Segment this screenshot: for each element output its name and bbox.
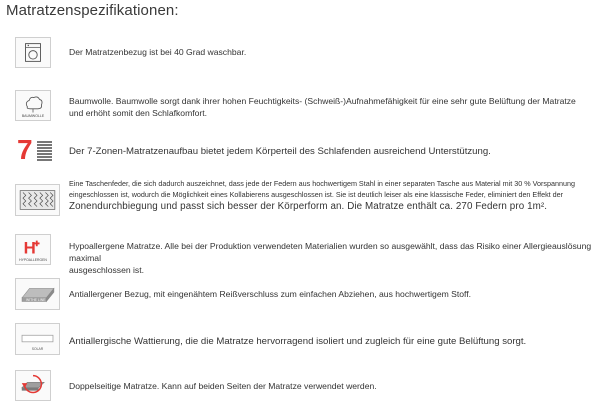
spec-text-line: Eine Taschenfeder, die sich dadurch auszeichnet, dass jede der Federn aus hochwertigem Stahl in einer separaten Tasche aus Material mit 30 % Vorspannung	[69, 179, 575, 188]
pocket-spring-icon	[15, 184, 60, 216]
spec-text-line: eingeschlossen ist, wodurch die Möglichkeit eines Kollabierens ausgeschlossen ist. Sie ist deutlich leiser als eine klassische Feder, eliminiert den Effekt der	[69, 189, 564, 199]
seven-zones-label: 7	[17, 134, 33, 165]
spec-text: Antiallergische Wattierung, die die Matratze hervorragend isoliert und zugleich für eine gute Belüftung sorgt.	[69, 336, 527, 347]
washing-machine-icon	[15, 37, 51, 68]
spec-text: Der 7-Zonen-Matratzenaufbau bietet jedem Körperteil des Schlafenden ausreichend Unterstützung.	[69, 146, 491, 157]
zone-bars	[37, 141, 52, 163]
antiallergic-cover-icon-label: WITHE LINE	[26, 298, 46, 302]
hypoallergenic-icon	[15, 234, 51, 265]
spec-text: Doppelseitige Matratze. Kann auf beiden Seiten der Matratze verwendet werden.	[69, 381, 377, 391]
spec-text: Der Matratzenbezug ist bei 40 Grad waschbar.	[69, 47, 247, 57]
page-title: Matratzenspezifikationen:	[6, 2, 179, 19]
hypoallergenic-icon-label: HYPOALLERGEN	[19, 258, 47, 262]
spec-text-line: und erhöht somit den Schlafkomfort.	[69, 108, 208, 118]
spec-text: Antiallergener Bezug, mit eingenähtem Reißverschluss zum einfachen Abziehen, aus hochwertigem Stoff.	[69, 289, 472, 299]
spec-text	[69, 95, 576, 119]
svg-text:H: H	[23, 238, 36, 258]
cotton-icon-label: BAUMWOLLE	[21, 114, 45, 118]
spec-text-line: ausgeschlossen ist.	[69, 265, 144, 275]
wadding-icon-label: SOLAR	[31, 347, 44, 351]
seven-zones-icon	[17, 134, 53, 165]
spec-text-line: Zonendurchbiegung und passt sich besser der Körperform an. Die Matratze enthält ca. 270 Federn pro 1m².	[69, 201, 548, 212]
double-sided-icon	[15, 370, 51, 401]
antiallergic-cover-icon	[15, 278, 60, 310]
spec-text-line: Baumwolle. Baumwolle sorgt dank ihrer hohen Feuchtigkeits- (Schweiß-)Aufnahmefähigkeit für eine sehr gute Belüftung der Matratze	[69, 96, 576, 106]
spec-text	[69, 240, 600, 276]
spec-text-line: Hypoallergene Matratze. Alle bei der Produktion verwendeten Materialien wurden so ausgewählt, dass das Risiko einer Allergieauslösung maximal	[69, 241, 592, 263]
spec-text	[69, 179, 575, 213]
wadding-icon	[15, 323, 60, 355]
cotton-icon	[15, 90, 51, 121]
